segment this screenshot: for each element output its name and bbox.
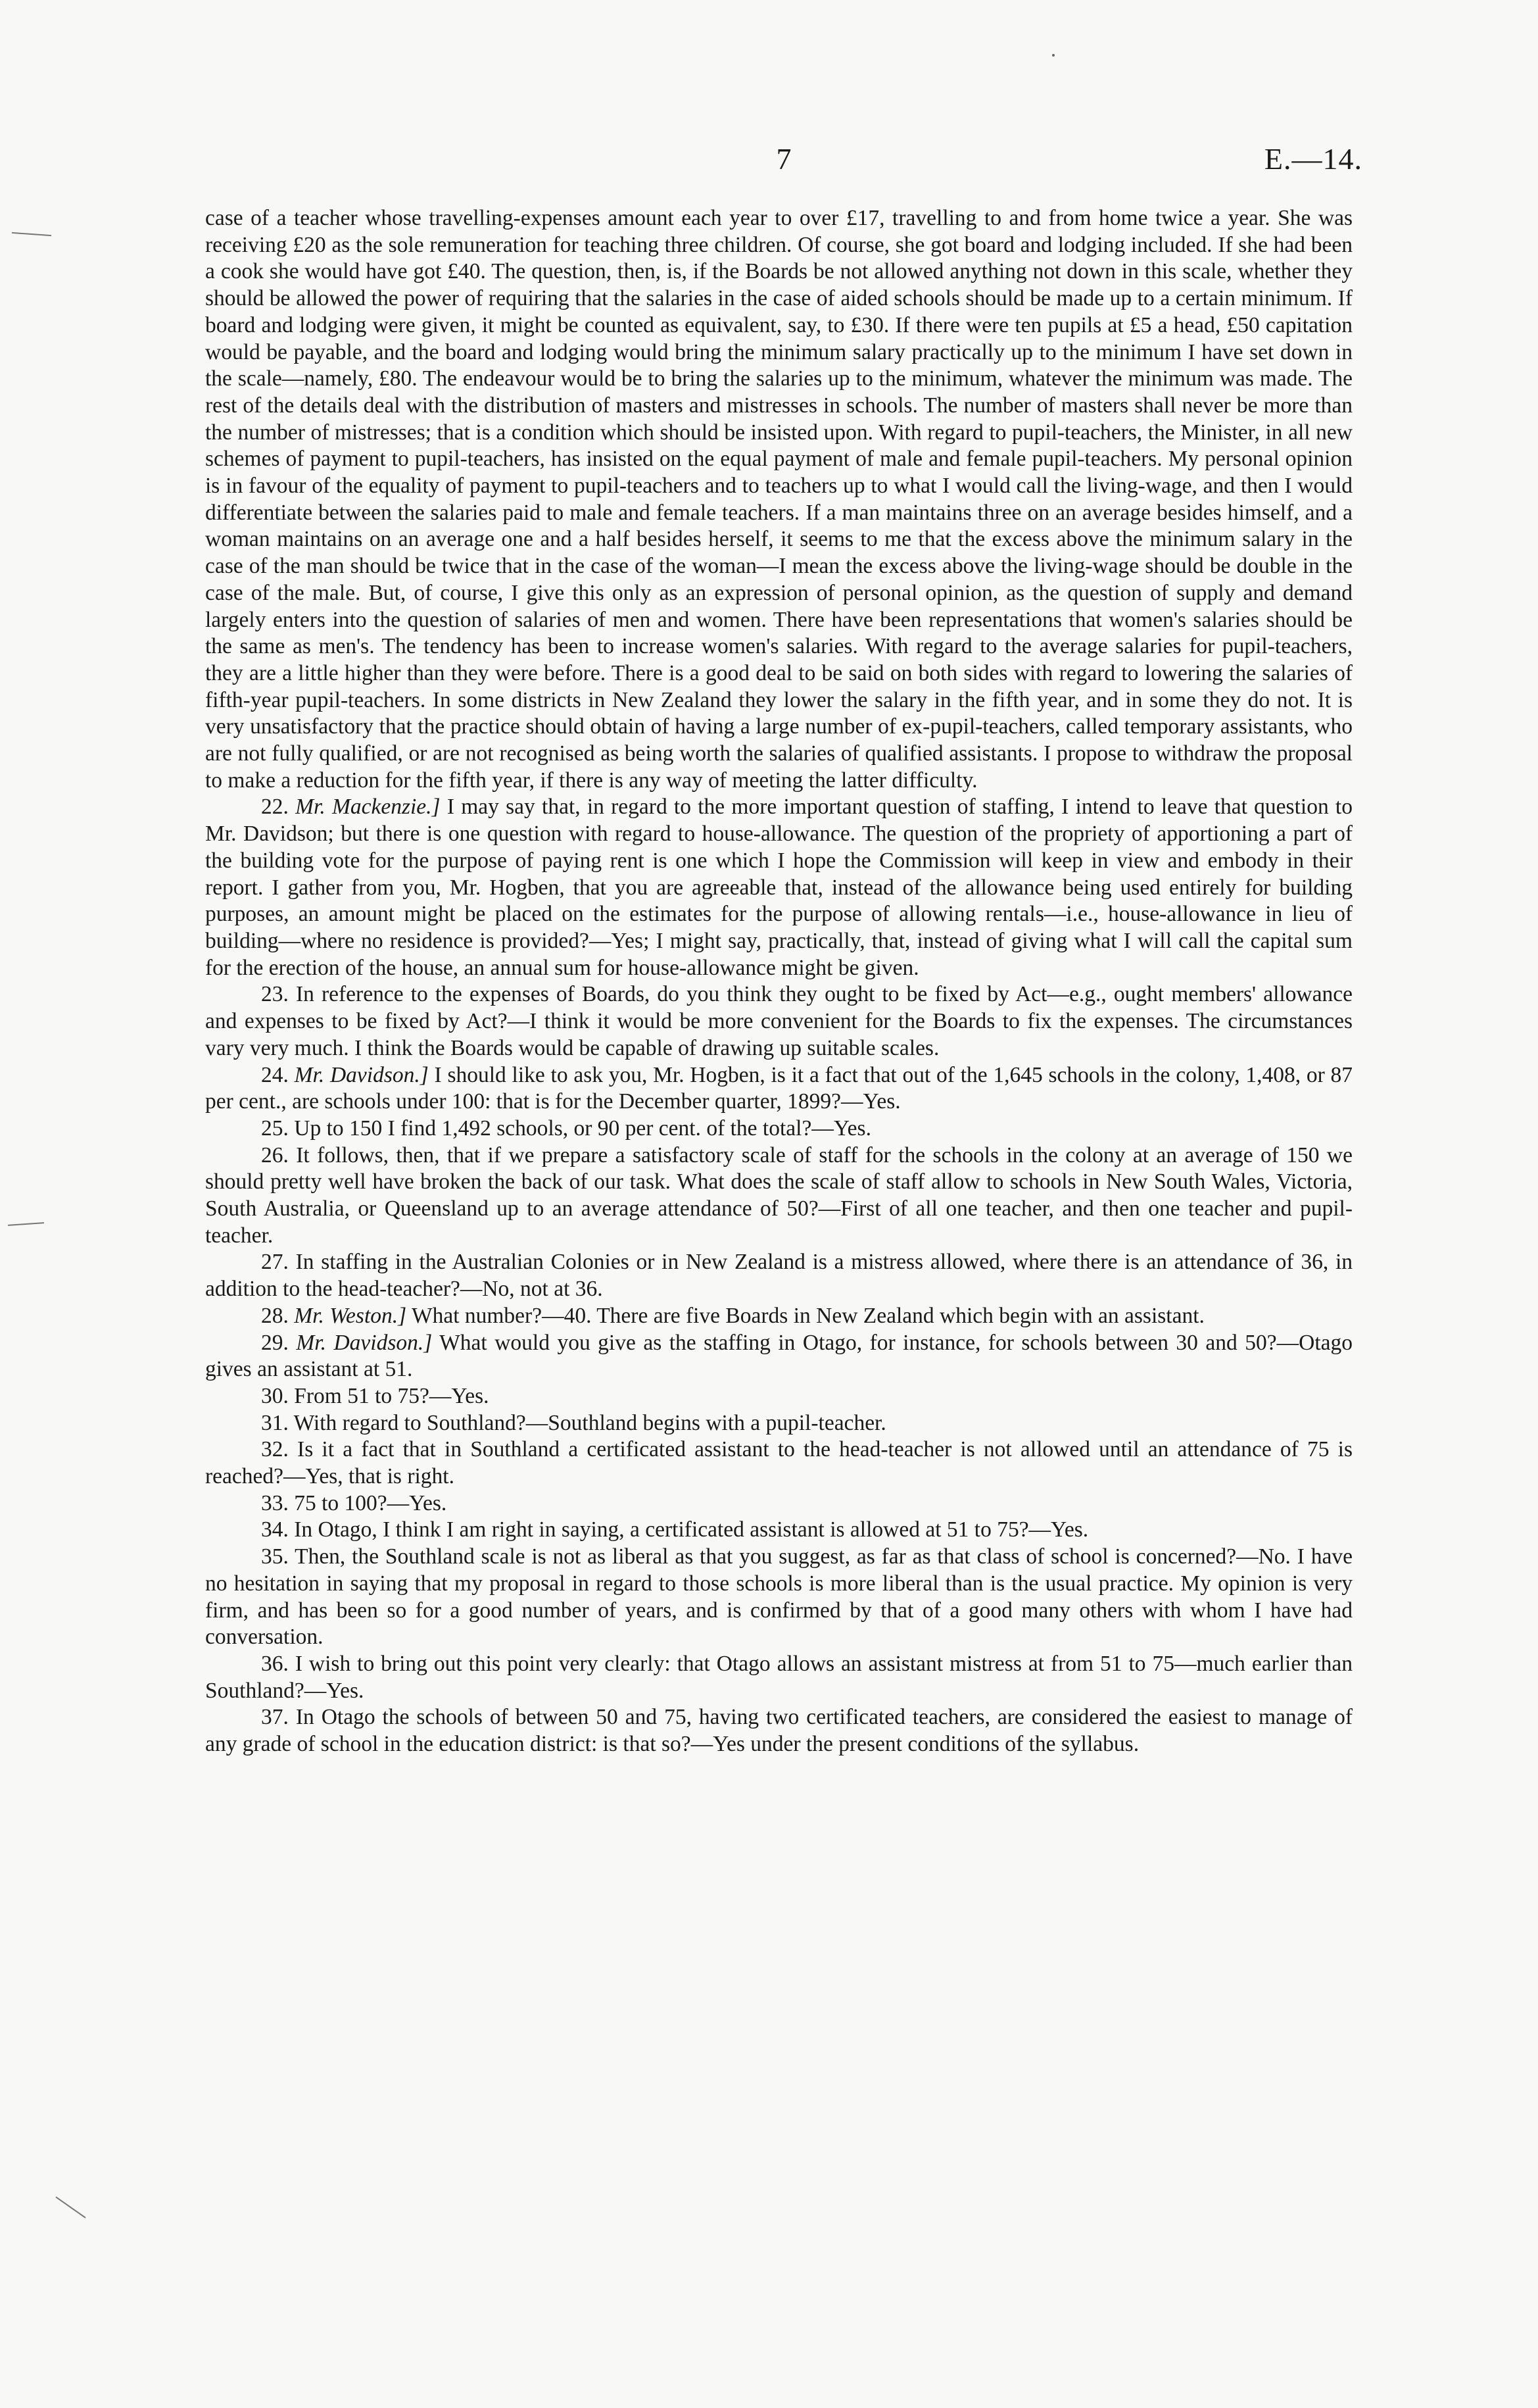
question-text: In staffing in the Australian Colonies or in New Zealand is a mistress allowed, where there is an attendance of 36, in addition to the head-teacher?—No, not at 36.: [205, 1250, 1353, 1302]
question-32: [205, 1437, 1353, 1490]
question-37: [205, 1704, 1353, 1757]
margin-mark: [55, 2196, 85, 2218]
question-number: 35.: [261, 1544, 289, 1569]
question-35: [205, 1544, 1353, 1651]
speaker: Mr. Weston.]: [294, 1303, 407, 1328]
question-36: [205, 1651, 1353, 1704]
paragraph-continued: [205, 205, 1353, 794]
question-number: 29.: [261, 1330, 289, 1355]
paragraph-text: case of a teacher whose travelling-expenses amount each year to over £17, travelling to and from home twice a year. She was receiving £20 as the sole remuneration for teaching three children. Of course, she got board and lodging included. If she had been a cook she would have got £40. The question, then, is, if the Boards be not allowed anything not down in this scale, whether they should be allowed the power of requiring that the salaries in the case of aided schools should be made up to a certain minimum. If board and lodging were given, it might be counted as equivalent, say, to £30. If there were ten pupils at £5 a head, £50 capitation would be payable, and the board and lodging would bring the minimum salary practically up to the minimum I have set down in the scale—namely, £80. The endeavour would be to bring the salaries up to the minimum, whatever the minimum was made. The rest of the details deal with the distribution of masters and mistresses in schools. The number of masters shall never be more than the number of mistresses; that is a condition which should be insisted upon. With regard to pupil-teachers, the Minister, in all new schemes of payment to pupil-teachers, has insisted on the equal payment of male and female pupil-teachers. My personal opinion is in favour of the equality of payment to pupil-teachers and to teachers up to what I would call the living-wage, and then I would differentiate between the salaries paid to male and female teachers. If a man maintains three on an average besides himself, and a woman maintains on an average one and a half besides herself, it seems to me that the excess above the minimum salary in the case of the man should be twice that in the case of the woman—I mean the excess above the living-wage should be double in the case of the male. But, of course, I give this only as an expression of personal opinion, as the question of supply and demand largely enters into the question of salaries of men and women. There have been representations that women's salaries should be the same as men's. The tendency has been to increase women's salaries. With regard to the average salaries for pupil-teachers, they are a little higher than they were before. There is a good deal to be said on both sides with regard to lowering the salaries of fifth-year pupil-teachers. In some districts in New Zealand they lower the salary in the fifth year, and in some they do not. It is very unsatisfactory that the practice should obtain of having a large number of ex-pupil-teachers, called temporary assistants, who are not fully qualified, or are not recognised as being worth the salaries of qualified assistants. I propose to withdraw the proposal to make a reduction for the fifth year, if there is any way of meeting the latter difficulty.: [205, 206, 1353, 793]
margin-mark: [8, 1222, 44, 1226]
question-text: In Otago, I think I am right in saying, a certificated assistant is allowed at 51 to 75?—Yes.: [288, 1517, 1089, 1542]
question-number: 33.: [261, 1490, 289, 1515]
question-text: What would you give as the staffing in Otago, for instance, for schools between 30 and 50?—Otago gives an assistant at 51.: [205, 1330, 1353, 1382]
question-number: 26.: [261, 1143, 289, 1167]
question-text: In Otago the schools of between 50 and 75, having two certificated teachers, are considered the easiest to manage of any grade of school in the education district: is that so?—Yes under the present conditions of the syllabus.: [205, 1705, 1353, 1757]
question-text: Then, the Southland scale is not as liberal as that you suggest, as far as that class of school is concerned?—No. I have no hesitation in saying that my proposal in regard to those schools is more liberal than is the usual practice. My opinion is very firm, and has been so for a good number of years, and is confirmed by that of a good many others with whom I have had conversation.: [205, 1544, 1353, 1650]
margin-mark: [12, 232, 51, 236]
question-number: 25.: [261, 1116, 289, 1141]
question-number: 22.: [261, 795, 289, 820]
question-number: 27.: [261, 1250, 289, 1275]
question-29: [205, 1330, 1353, 1383]
question-number: 36.: [261, 1651, 289, 1676]
question-23: [205, 981, 1353, 1062]
page-header: [205, 141, 1362, 187]
question-number: 31.: [261, 1410, 289, 1435]
question-text: With regard to Southland?—Southland begins with a pupil-teacher.: [288, 1410, 886, 1435]
question-22: [205, 794, 1353, 981]
question-number: 23.: [261, 982, 289, 1007]
document-body: [205, 205, 1353, 1758]
question-text: I should like to ask you, Mr. Hogben, is it a fact that out of the 1,645 schools in the colony, 1,408, or 87 per cent., are schools under 100: that is for the December quarter, 1899?—Yes.: [205, 1062, 1353, 1114]
question-28: [205, 1303, 1353, 1330]
question-text: 75 to 100?—Yes.: [288, 1490, 447, 1515]
question-25: [205, 1116, 1353, 1143]
question-27: [205, 1249, 1353, 1302]
question-text: Is it a fact that in Southland a certificated assistant to the head-teacher is not allowed until an attendance of 75 is reached?—Yes, that is right.: [205, 1437, 1353, 1489]
question-text: Up to 150 I find 1,492 schools, or 90 per cent. of the total?—Yes.: [288, 1116, 871, 1141]
question-number: 34.: [261, 1517, 289, 1542]
question-text: In reference to the expenses of Boards, do you think they ought to be fixed by Act—e.g., ought members' allowance and expenses to be fixed by Act?—I think it would be more convenient for the Boards to fix the expenses. The circumstances vary very much. I think the Boards would be capable of drawing up suitable scales.: [205, 982, 1353, 1060]
question-33: [205, 1490, 1353, 1517]
question-number: 24.: [261, 1062, 289, 1087]
question-24: [205, 1062, 1353, 1116]
question-text: It follows, then, that if we prepare a satisfactory scale of staff for the schools in the colony at an average of 150 we should pretty well have broken the back of our task. What does the scale of staff allow to schools in New South Wales, Victoria, South Australia, or Queensland up to an average attendance of 50?—First of all one teacher, and then one teacher and pupil-teacher.: [205, 1143, 1353, 1248]
speaker: Mr. Davidson.]: [296, 1330, 433, 1355]
document-reference: E.—14.: [1264, 142, 1362, 176]
question-text: From 51 to 75?—Yes.: [288, 1383, 489, 1408]
question-34: [205, 1517, 1353, 1544]
question-31: [205, 1410, 1353, 1437]
question-text: I wish to bring out this point very clearly: that Otago allows an assistant mistress at from 51 to 75—much earlier than Southland?—Yes.: [205, 1651, 1353, 1703]
speaker: Mr. Davidson.]: [294, 1062, 429, 1087]
question-number: 28.: [261, 1303, 289, 1328]
question-number: 37.: [261, 1705, 289, 1730]
question-text: I may say that, in regard to the more important question of staffing, I intend to leave that question to Mr. Davidson; but there is one question with regard to house-allowance. The question of the propriety of apportioning a part of the building vote for the purpose of paying rent is one which I hope the Commission will keep in view and embody in their report. I gather from you, Mr. Hogben, that you are agreeable that, instead of the allowance being used entirely for building purposes, an amount might be placed on the estimates for the purpose of allowing rentals—i.e., house-allowance in lieu of building—where no residence is provided?—Yes; I might say, practically, that, instead of giving what I will call the capital sum for the erection of the house, an annual sum for house-allowance might be given.: [205, 795, 1353, 980]
speaker: Mr. Mackenzie.]: [295, 795, 441, 820]
question-30: [205, 1383, 1353, 1410]
margin-dot: [1052, 54, 1055, 57]
question-number: 32.: [261, 1437, 289, 1462]
question-number: 30.: [261, 1383, 289, 1408]
page-number: 7: [776, 142, 792, 176]
question-text: What number?—40. There are five Boards in New Zealand which begin with an assistant.: [406, 1303, 1205, 1328]
question-26: [205, 1143, 1353, 1250]
